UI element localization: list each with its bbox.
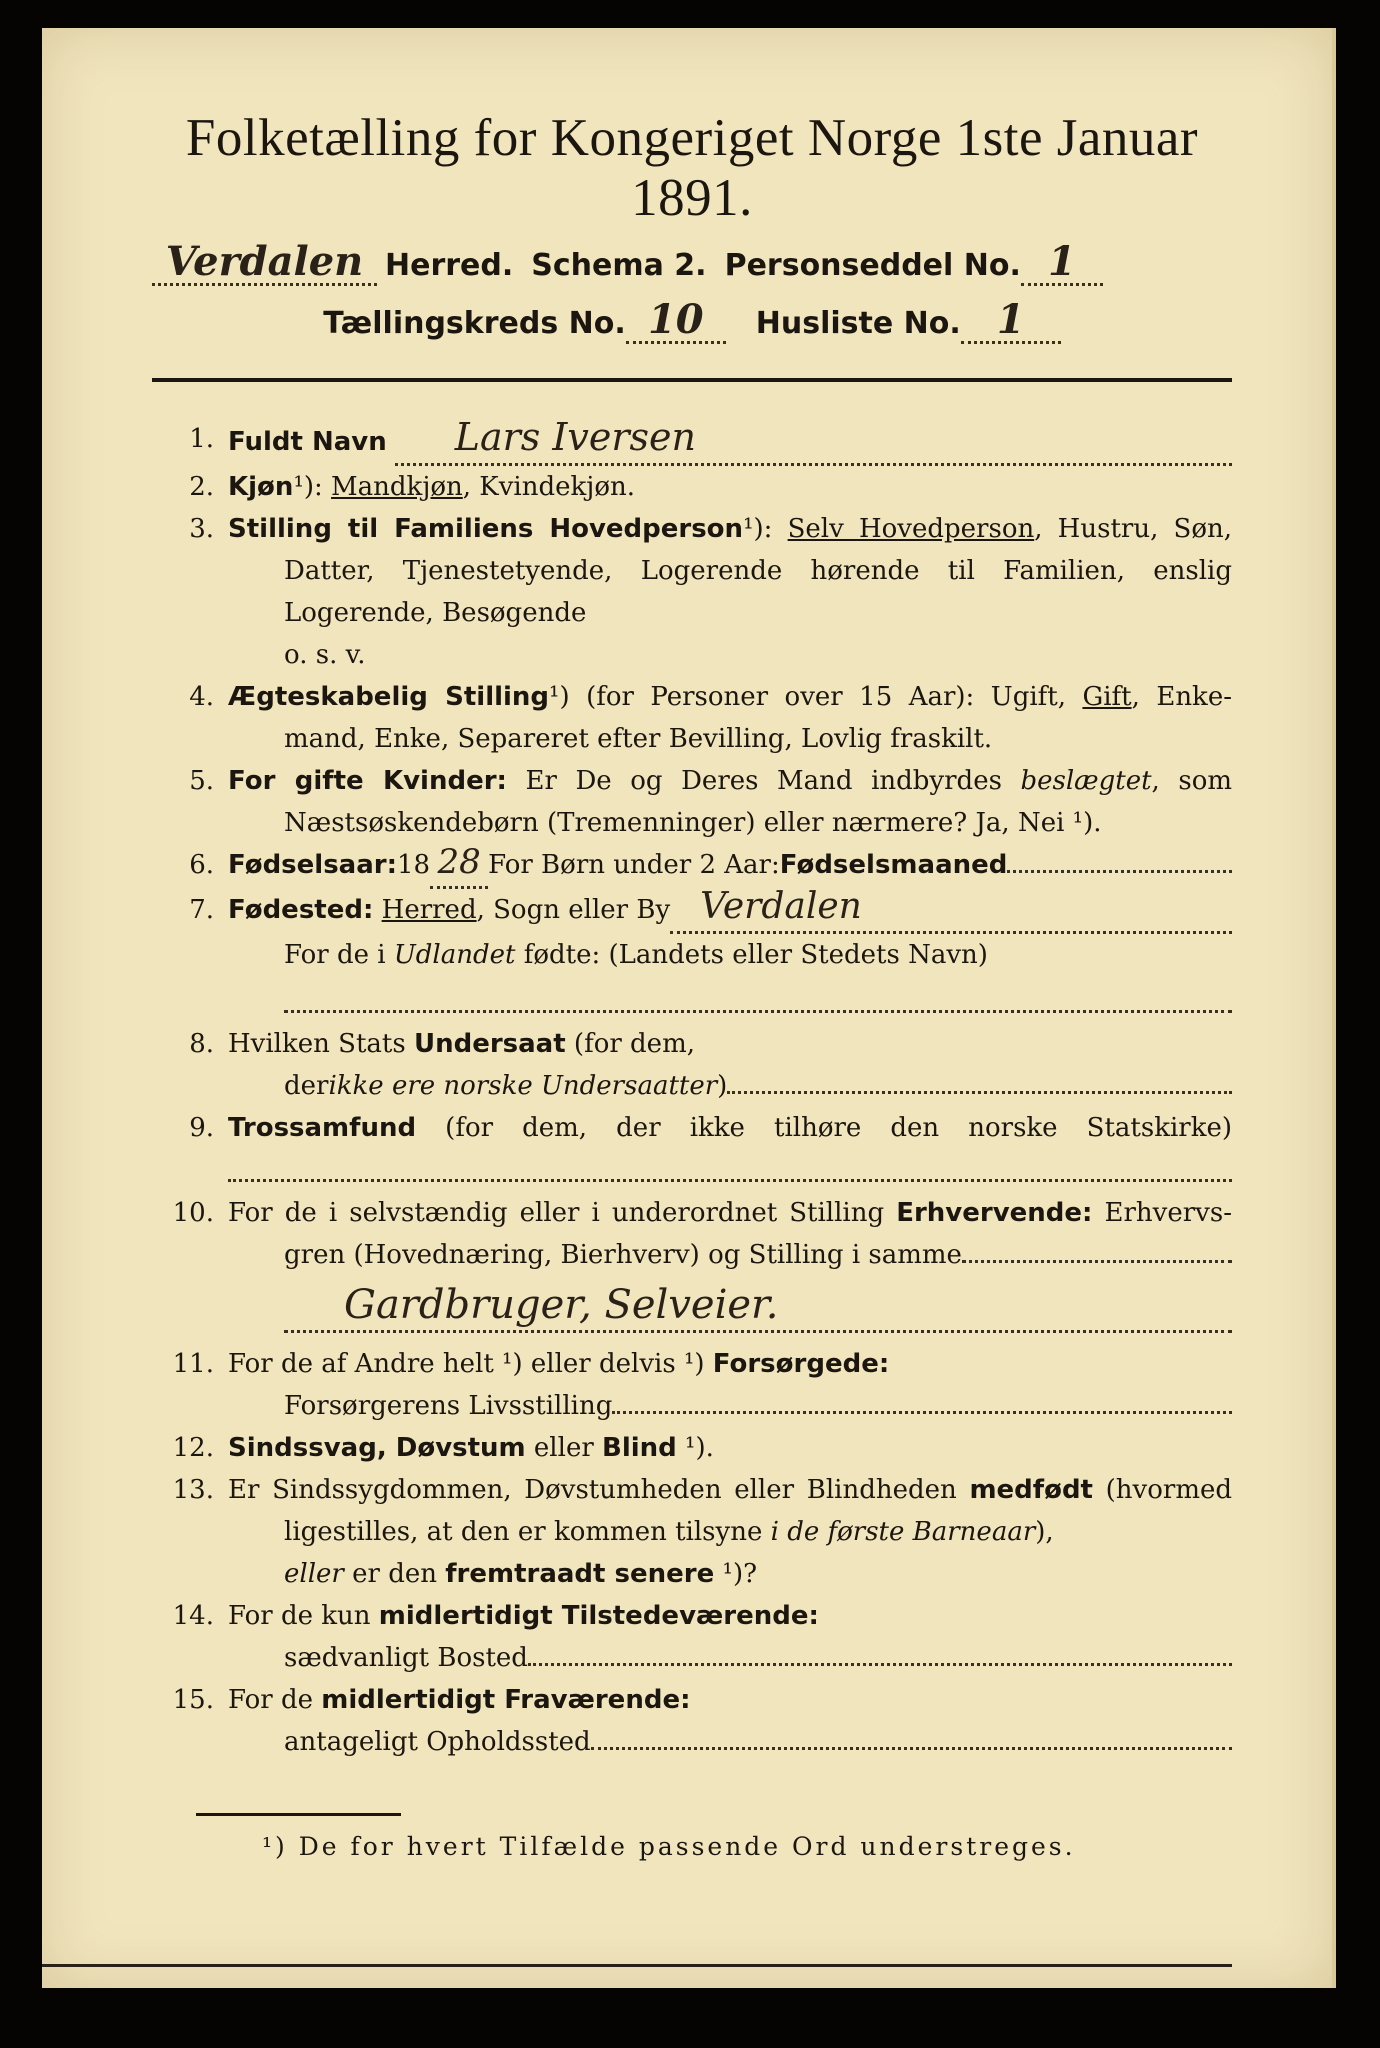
- full-name-value: Lars Iversen: [454, 415, 696, 459]
- kreds-label: Tællingskreds No.: [323, 306, 626, 341]
- item-birth-year: 6. Fødselsaar: 18 28 For Børn under 2 Aar: Fødselsmaaned: [152, 844, 1232, 889]
- item-temporary-present: 14. For de kun midlertidigt Tilstedeværende: sædvanligt Bosted: [152, 1595, 1232, 1679]
- marital-selected: Gift: [1082, 682, 1132, 712]
- husliste-label: Husliste No.: [755, 306, 961, 341]
- husliste-value: 1: [996, 296, 1025, 343]
- birth-year-value: 28: [437, 842, 481, 882]
- census-form-paper: [42, 28, 1336, 1988]
- item-full-name: 1. Fuldt Navn Lars Iversen: [152, 418, 1232, 466]
- item-sex: 2. Kjøn¹): Mandkjøn, Kvindekjøn.: [189, 472, 635, 502]
- position-selected: Selv Hovedperson: [787, 514, 1035, 544]
- kreds-value: 10: [647, 296, 704, 343]
- item-household-position: 3. Stilling til Familiens Hovedperson¹): Selv Hovedperson, Hustru, Søn, Datter, Tjenestetyende, Logerende hørende til Familien, enslig Logerende, Besøgende o. s. v.: [189, 514, 1232, 670]
- birthplace-selected: Herred: [381, 895, 477, 925]
- bottom-edge-rule: [42, 1964, 1232, 1967]
- herred-line: [152, 238, 1232, 286]
- personseddel-value: 1: [1047, 238, 1076, 285]
- footnote-divider: [196, 1813, 401, 1816]
- form-title: Folketælling for Kongeriget Norge 1ste Januar 1891.: [185, 109, 1199, 227]
- herred-value: Verdalen: [165, 238, 364, 285]
- sex-selected: Mandkjøn: [331, 472, 463, 502]
- item-religion: 9. Trossamfund (for dem, der ikke tilhøre den norske Statskirke): [152, 1107, 1232, 1182]
- item-citizenship: 8. Hvilken Stats Undersaat (for dem, der ikke ere norske Undersaatter ): [152, 1023, 1232, 1107]
- item-congenital: 13. Er Sindssygdommen, Døvstumheden eller Blindheden medfødt (hvormed ligestilles, at den er kommen tilsyne i de første Barneaar), eller er den fremtraadt senere ¹)?: [172, 1475, 1233, 1589]
- item-marital-status: 4. Ægteskabelig Stilling¹) (for Personer over 15 Aar): Ugift, Gift, Enke- mand, Enke, Separeret efter Bevilling, Lovlig fraskilt.: [189, 682, 1232, 754]
- footnote: ¹) De for hvert Tilfælde passende Ord understreges.: [262, 1832, 1076, 1861]
- birthplace-value: Verdalen: [700, 886, 862, 927]
- item-birthplace: 7. Fødested: Herred , Sogn eller By Verdalen For de i Udlandet fødte: (Landets eller Stedets Navn): [152, 889, 1232, 1013]
- kreds-line: [152, 296, 1232, 344]
- item-married-women: 5. For gifte Kvinder: Er De og Deres Mand indbyrdes beslægtet, som Næstsøskendebørn (Tremenninger) eller nærmere? Ja, Nei ¹).: [189, 766, 1233, 838]
- item-dependents: 11. For de af Andre helt ¹) eller delvis ¹) Forsørgede: Forsørgerens Livsstilling: [152, 1343, 1232, 1427]
- header-divider: [152, 378, 1232, 382]
- personseddel-label: Personseddel No.: [724, 248, 1021, 283]
- item-disability: 12. Sindssvag, Døvstum eller Blind ¹).: [172, 1433, 714, 1463]
- item-temporary-absent: 15. For de midlertidigt Fraværende: antageligt Opholdssted: [152, 1679, 1232, 1763]
- herred-label: Herred.: [385, 248, 514, 283]
- schema-label: Schema 2.: [531, 248, 707, 283]
- occupation-value: Gardbruger, Selveier.: [344, 1282, 779, 1328]
- item-occupation: 10. For de i selvstændig eller i underordnet Stilling Erhvervende: Erhvervs- gren (Hovednæring, Bierhverv) og Stilling i samme Gardbruger, Selveier.: [152, 1192, 1232, 1333]
- census-form: [152, 108, 1232, 1861]
